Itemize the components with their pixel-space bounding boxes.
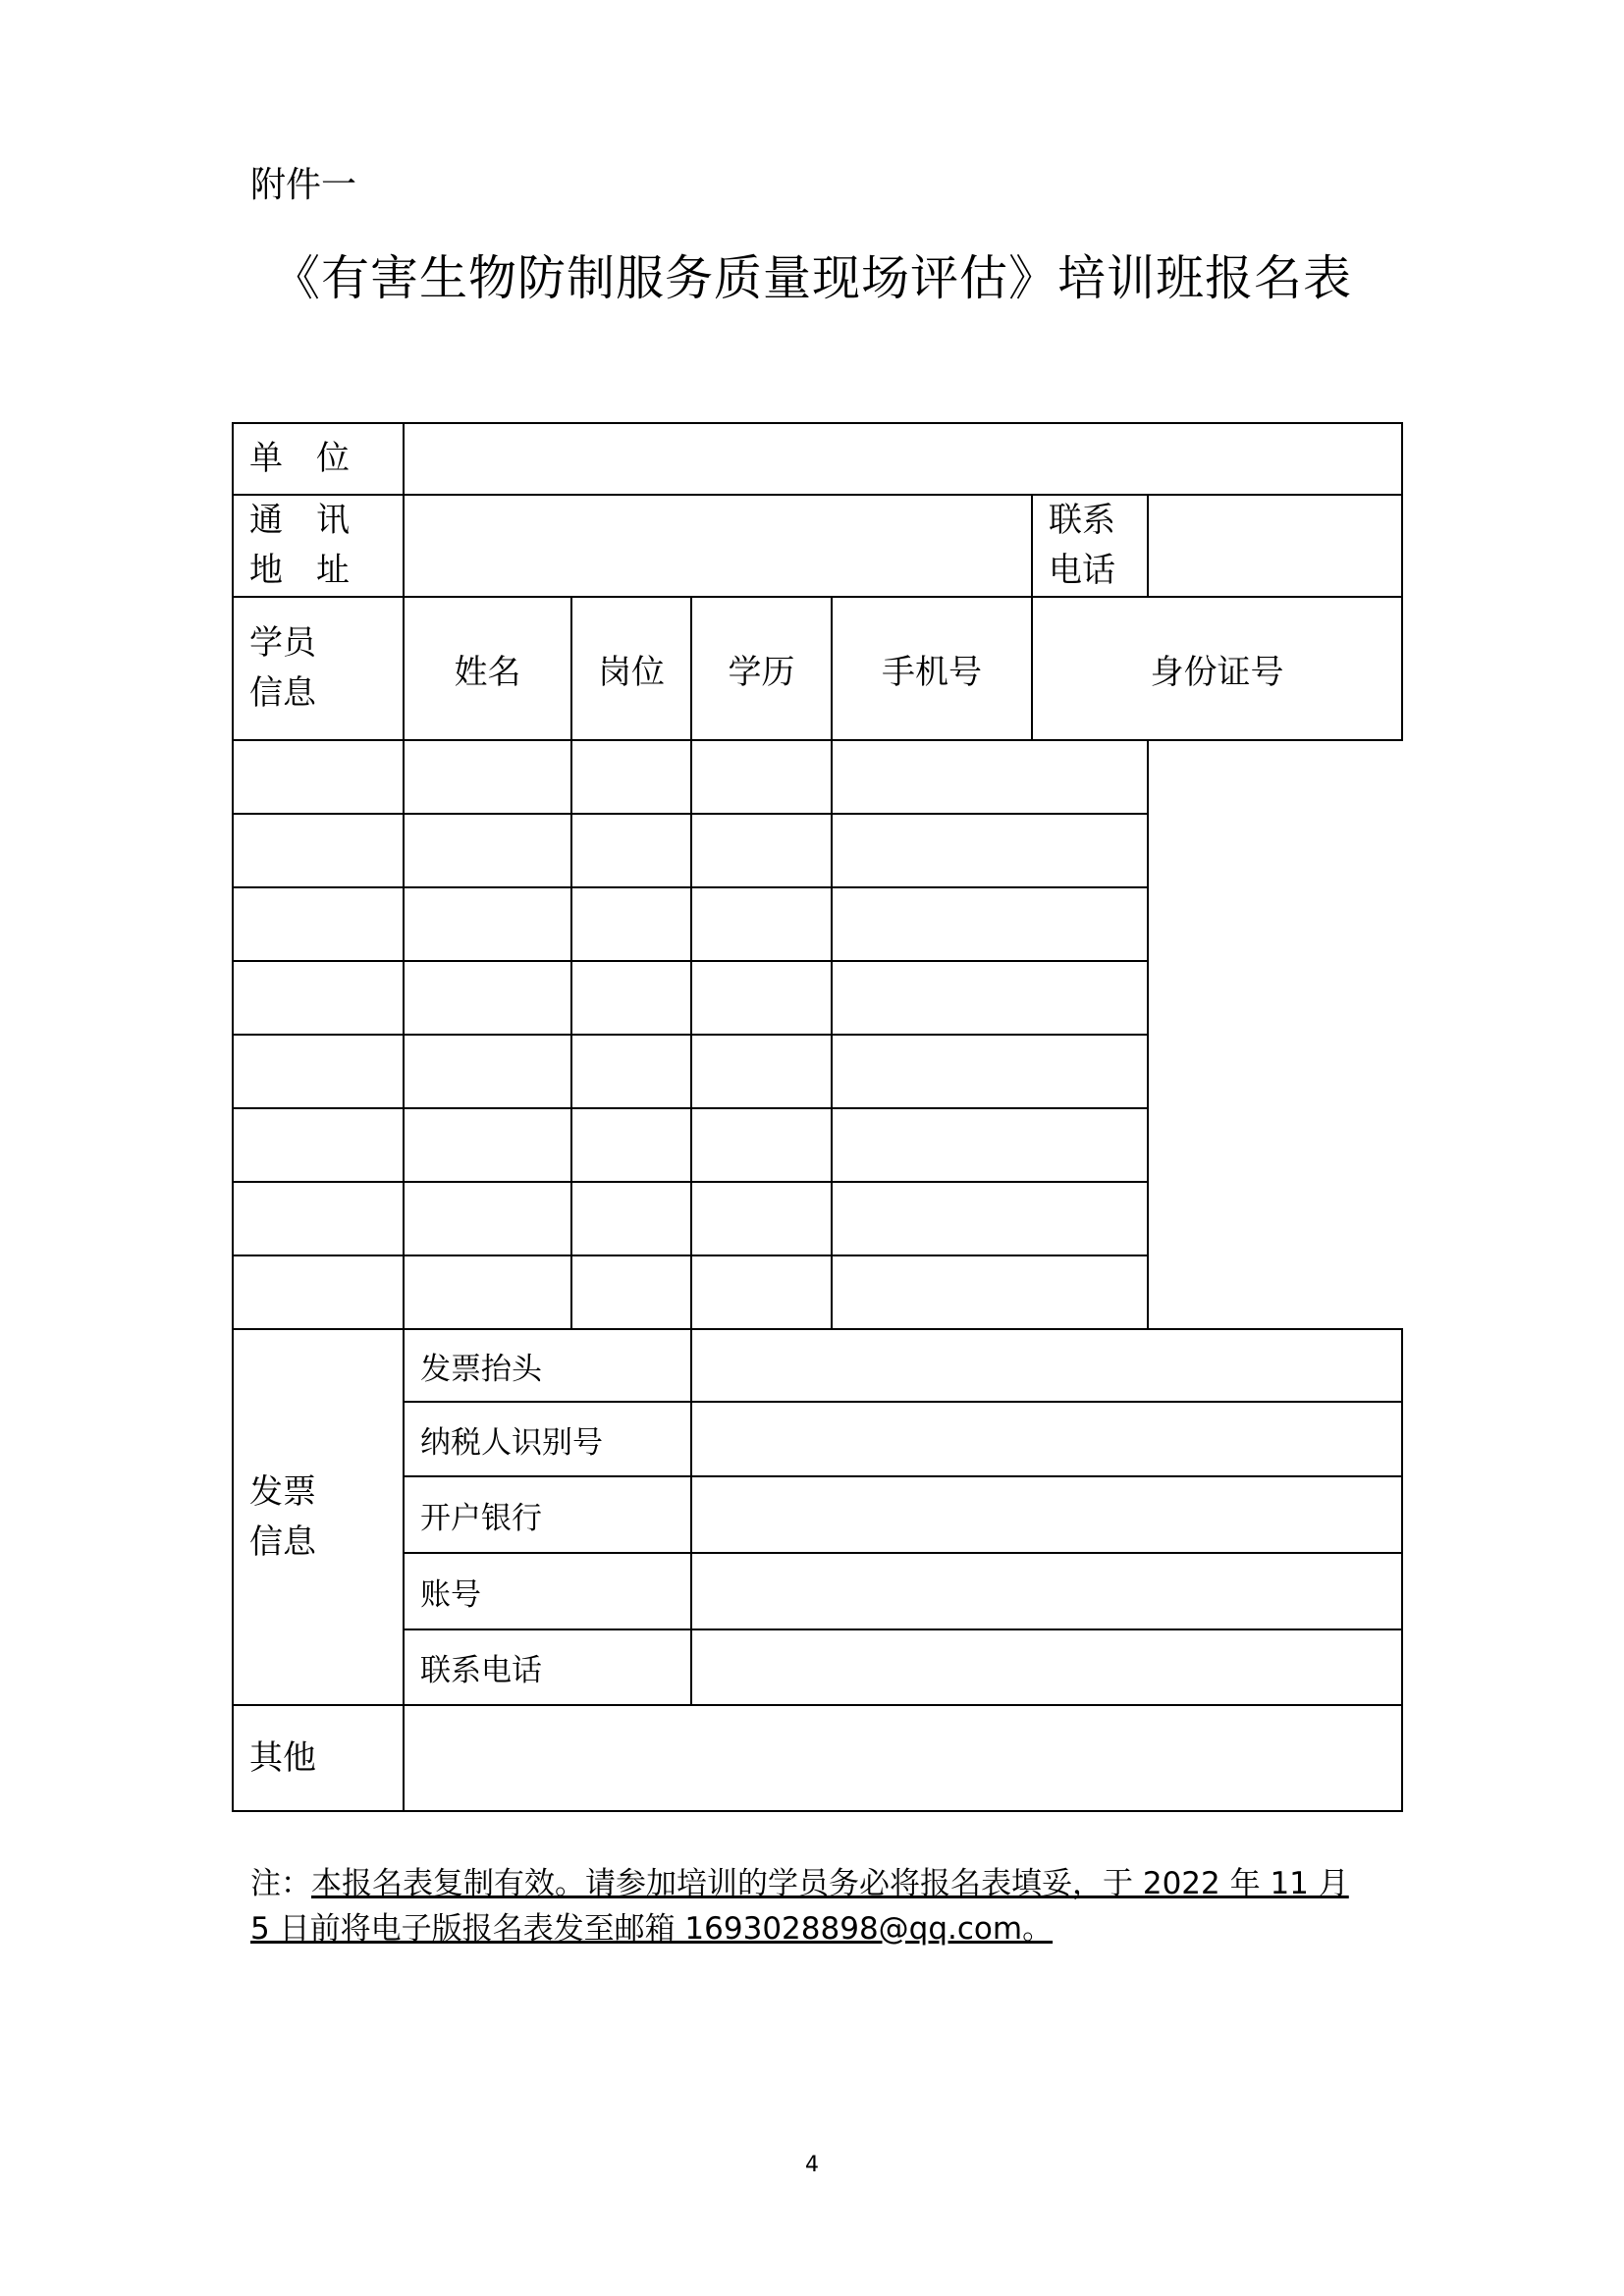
col-idcard-header: 身份证号	[1032, 597, 1402, 740]
contact-phone-label	[1032, 495, 1148, 597]
row-idcard-cell[interactable]	[832, 814, 1148, 887]
other-label: 其他	[233, 1705, 404, 1811]
page-number: 4	[805, 2153, 819, 2177]
invoice-row	[233, 1553, 1402, 1629]
trainee-label-line1: 学员	[249, 623, 316, 663]
row-name-cell[interactable]	[233, 887, 404, 961]
contact-phone-field[interactable]	[1148, 495, 1402, 597]
row-education-cell[interactable]	[571, 961, 691, 1035]
row-position-cell[interactable]	[404, 1255, 571, 1329]
row-mobile-cell[interactable]	[691, 887, 832, 961]
row-idcard-cell[interactable]	[832, 1182, 1148, 1255]
bank-field[interactable]	[691, 1476, 1402, 1553]
row-mobile-cell[interactable]	[691, 1255, 832, 1329]
invoice-row	[233, 1329, 1402, 1402]
row-idcard-cell[interactable]	[832, 1255, 1148, 1329]
row-name-cell[interactable]	[233, 1182, 404, 1255]
row-idcard-cell[interactable]	[832, 740, 1148, 814]
other-field[interactable]	[404, 1705, 1402, 1811]
account-field[interactable]	[691, 1553, 1402, 1629]
col-position-header: 岗位	[571, 597, 691, 740]
invoice-label-line2: 信息	[249, 1522, 316, 1562]
row-name-cell[interactable]	[233, 961, 404, 1035]
row-education-cell[interactable]	[571, 887, 691, 961]
row-education-cell[interactable]	[571, 1182, 691, 1255]
row-mobile-cell[interactable]	[691, 1108, 832, 1182]
invoice-title-field[interactable]	[691, 1329, 1402, 1402]
trainee-row	[233, 887, 1402, 961]
address-label-line2: 地 址	[249, 551, 350, 590]
note-text: 本报名表复制有效。请参加培训的学员务必将报名表填妥，于 2022 年 11 月 5 日前将电子版报名表发至邮箱 1693028898@qq.com。	[250, 1866, 1349, 1947]
row-position-cell[interactable]	[404, 1035, 571, 1108]
contact-phone-label-line1: 联系	[1049, 501, 1115, 540]
col-name-header: 姓名	[404, 597, 571, 740]
other-row	[233, 1705, 1402, 1811]
invoice-label	[233, 1329, 404, 1705]
trainee-row	[233, 1182, 1402, 1255]
trainee-row	[233, 1108, 1402, 1182]
trainee-row	[233, 814, 1402, 887]
row-mobile-cell[interactable]	[691, 740, 832, 814]
trainee-header-row	[233, 597, 1402, 740]
row-name-cell[interactable]	[233, 814, 404, 887]
invoice-phone-field[interactable]	[691, 1629, 1402, 1705]
row-mobile-cell[interactable]	[691, 961, 832, 1035]
invoice-row	[233, 1629, 1402, 1705]
note	[250, 1861, 1360, 1951]
attachment-label: 附件一	[250, 165, 357, 205]
row-idcard-cell[interactable]	[832, 961, 1148, 1035]
row-position-cell[interactable]	[404, 814, 571, 887]
row-education-cell[interactable]	[571, 1108, 691, 1182]
trainee-label	[233, 597, 404, 740]
row-position-cell[interactable]	[404, 740, 571, 814]
address-label	[233, 495, 404, 597]
address-label-line1: 通 讯	[249, 501, 350, 540]
row-education-cell[interactable]	[571, 1035, 691, 1108]
row-position-cell[interactable]	[404, 1182, 571, 1255]
row-mobile-cell[interactable]	[691, 814, 832, 887]
account-label: 账号	[404, 1553, 691, 1629]
taxpayer-id-field[interactable]	[691, 1402, 1402, 1476]
unit-label: 单 位	[233, 423, 404, 495]
taxpayer-id-label: 纳税人识别号	[404, 1402, 691, 1476]
unit-field[interactable]	[404, 423, 1402, 495]
row-education-cell[interactable]	[571, 1255, 691, 1329]
address-row	[233, 495, 1402, 597]
trainee-label-line2: 信息	[249, 673, 316, 713]
row-position-cell[interactable]	[404, 961, 571, 1035]
row-idcard-cell[interactable]	[832, 1035, 1148, 1108]
trainee-row	[233, 740, 1402, 814]
row-position-cell[interactable]	[404, 887, 571, 961]
invoice-phone-label: 联系电话	[404, 1629, 691, 1705]
contact-phone-label-line2: 电话	[1049, 551, 1115, 590]
trainee-row	[233, 961, 1402, 1035]
row-position-cell[interactable]	[404, 1108, 571, 1182]
row-name-cell[interactable]	[233, 1035, 404, 1108]
row-mobile-cell[interactable]	[691, 1035, 832, 1108]
trainee-row	[233, 1255, 1402, 1329]
col-education-header: 学历	[691, 597, 832, 740]
invoice-row	[233, 1476, 1402, 1553]
row-mobile-cell[interactable]	[691, 1182, 832, 1255]
invoice-row	[233, 1402, 1402, 1476]
row-idcard-cell[interactable]	[832, 887, 1148, 961]
form-title: 《有害生物防制服务质量现场评估》培训班报名表	[271, 250, 1352, 306]
row-education-cell[interactable]	[571, 814, 691, 887]
trainee-row	[233, 1035, 1402, 1108]
invoice-label-line1: 发票	[249, 1471, 316, 1512]
address-field[interactable]	[404, 495, 1032, 597]
col-mobile-header: 手机号	[832, 597, 1032, 740]
bank-label: 开户银行	[404, 1476, 691, 1553]
row-idcard-cell[interactable]	[832, 1108, 1148, 1182]
row-name-cell[interactable]	[233, 1108, 404, 1182]
note-prefix: 注：	[250, 1866, 311, 1901]
row-name-cell[interactable]	[233, 1255, 404, 1329]
invoice-title-label: 发票抬头	[404, 1329, 691, 1402]
row-education-cell[interactable]	[571, 740, 691, 814]
registration-form	[232, 422, 1403, 1812]
unit-row	[233, 423, 1402, 495]
row-name-cell[interactable]	[233, 740, 404, 814]
